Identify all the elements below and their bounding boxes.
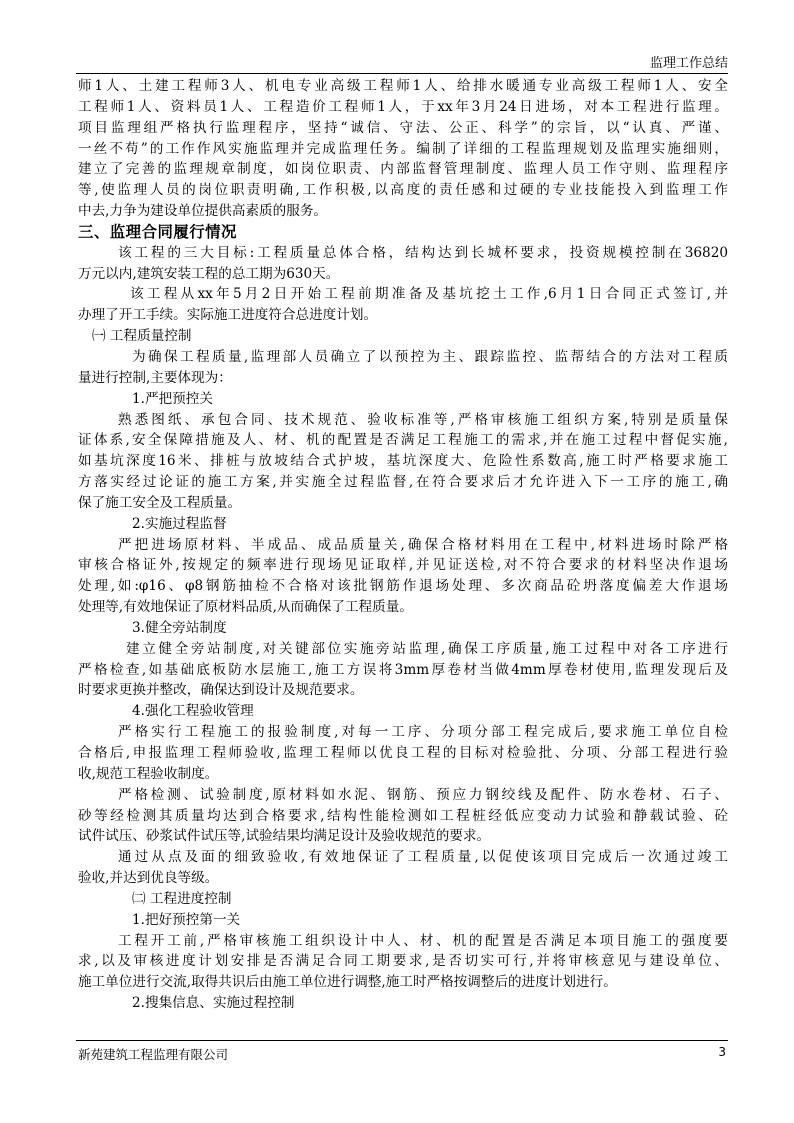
text-line: 收,规范工程验收制度。 <box>78 765 219 782</box>
text-line: ㈠ 工程质量控制 <box>92 328 192 345</box>
text-line: 该工程从xx年5月2日开始工程前期准备及基坑挖土工作,6月1日合同正式签订,并 <box>130 286 728 303</box>
text-line: 万元以内,建筑安装工程的总工期为630天。 <box>78 265 340 282</box>
text-line: 2.搜集信息、实施过程控制 <box>132 995 295 1012</box>
text-line: 办理了开工手续。实际施工进度符合总进度计划。 <box>78 307 378 324</box>
text-line: 方落实经过论证的施工方案,并实施全过程监督,在符合要求后才允许进入下一工序的施工,确 <box>78 474 728 491</box>
header-rule <box>76 73 728 74</box>
text-line: 严格实行工程施工的报验制度,对每一工序、分项分部工程完成后,要求施工单位自检 <box>118 724 728 741</box>
section-heading: 三、监理合同履行情况 <box>78 222 237 241</box>
text-line: 求,以及审核进度计划安排是否满足合同工期要求,是否切实可行,并将审核意见与建设单位、 <box>78 953 728 970</box>
text-line: 为确保工程质量,监理部人员确立了以预控为主、跟踪监控、监帮结合的方法对工程质 <box>132 348 728 365</box>
text-line: 审核合格证外,按规定的频率进行现场见证取样,并见证送检,对不符合要求的材料坚决作退场 <box>78 557 728 574</box>
text-line: 如基坑深度16米、排桩与放坡结合式护坡，基坑深度大、危险性系数高,施工时严格要求施工 <box>78 453 728 470</box>
text-line: 师1人、土建工程师3人、机电专业高级工程师1人、给排水暖通专业高级工程师1人、安全 <box>78 78 728 94</box>
text-line: 等,使监理人员的岗位职责明确,工作积极,以高度的责任感和过硬的专业技能投入到监理工作 <box>78 182 728 199</box>
header-title: 监理工作总结 <box>649 56 728 71</box>
text-line: 施工单位进行交流,取得共识后由施工单位进行调整,施工时严格按调整后的进度计划进行。 <box>78 974 617 991</box>
text-line: 试件试压、砂浆试件试压等,试验结果均满足设计及验收规范的要求。 <box>78 828 491 845</box>
text-line: 处理,如:φ16、φ8钢筋抽检不合格对该批钢筋作退场处理、多次商品砼坍落度偏差大作退场 <box>78 578 728 595</box>
text-line: 验收,并达到优良等级。 <box>78 870 219 887</box>
footer-company: 新苑建筑工程监理有限公司 <box>78 1047 229 1062</box>
text-line: 处理等,有效地保证了原材料品质,从而确保了工程质量。 <box>78 599 413 616</box>
text-line: 通过从点及面的细致验收,有效地保证了工程质量,以促使该项目完成后一次通过竣工 <box>118 849 728 866</box>
text-line: 建立了完善的监理规章制度，如岗位职责、内部监督管理制度、监理人员工作守则、监理程序 <box>78 161 728 178</box>
text-line: 熟悉图纸、承包合同、技术规范、验收标准等,严格审核施工组织方案,特别是质量保 <box>118 411 728 428</box>
text-line: 2.实施过程监督 <box>132 515 227 532</box>
text-line: 严格检查,如基础底板防水层施工,施工方误将3mm厚卷材当做4mm厚卷材使用,监理发现后及 <box>78 661 728 678</box>
text-line: 该工程的三大目标:工程质量总体合格，结构达到长城杯要求，投资规模控制在36820 <box>118 244 728 261</box>
text-line: 4.强化工程验收管理 <box>132 703 254 720</box>
text-line: 砂等经检测其质量均达到合格要求,结构性能检测如工程桩经低应变动力试验和静载试验、砼 <box>78 807 728 824</box>
text-line: 时要求更换并整改，确保达到设计及规范要求。 <box>78 682 364 699</box>
text-line: 工程开工前,严格审核施工组织设计中人、材、机的配置是否满足本项目施工的强度要 <box>118 932 728 949</box>
text-line: 保了施工安全及工程质量。 <box>78 494 242 511</box>
text-line: 项目监理组严格执行监理程序，坚持“诚信、守法、公正、科学”的宗旨，以“认真、严谨、 <box>78 119 728 136</box>
text-line: 一丝不苟”的工作作风实施监理并完成监理任务。编制了详细的工程监理规划及监理实施细则， <box>78 140 728 157</box>
text-line: ㈡ 工程进度控制 <box>132 890 232 907</box>
body-text <box>78 76 728 1014</box>
text-line: 严格检测、试验制度,原材料如水泥、钢筋、预应力钢绞线及配件、防水卷材、石子、 <box>118 786 728 803</box>
text-line: 工程师1人、资料员1人、工程造价工程师1人，于xx年3月24日进场，对本工程进行监理。 <box>78 98 728 115</box>
text-line: 证体系,安全保障措施及人、材、机的配置是否满足工程施工的需求,并在施工过程中督促实施, <box>78 432 728 449</box>
text-line: 建立健全旁站制度,对关键部位实施旁站监理,确保工序质量,施工过程中对各工序进行 <box>126 640 728 657</box>
text-line: 合格后,申报监理工程师验收,监理工程师以优良工程的目标对检验批、分项、分部工程进行验 <box>78 745 728 761</box>
page-number: 3 <box>718 1045 726 1059</box>
text-line: 3.健全旁站制度 <box>132 619 227 636</box>
text-line: 量进行控制,主要体现为： <box>78 369 232 386</box>
text-line: 严把进场原材料、半成品、成品质量关,确保合格材料用在工程中,材料进场时除严格 <box>118 536 728 553</box>
text-line: 1.严把预控关 <box>132 390 213 407</box>
text-line: 1.把好预控第一关 <box>132 911 241 928</box>
footer-rule <box>76 1040 728 1041</box>
text-line: 中去,力争为建设单位提供高素质的服务。 <box>78 203 328 220</box>
